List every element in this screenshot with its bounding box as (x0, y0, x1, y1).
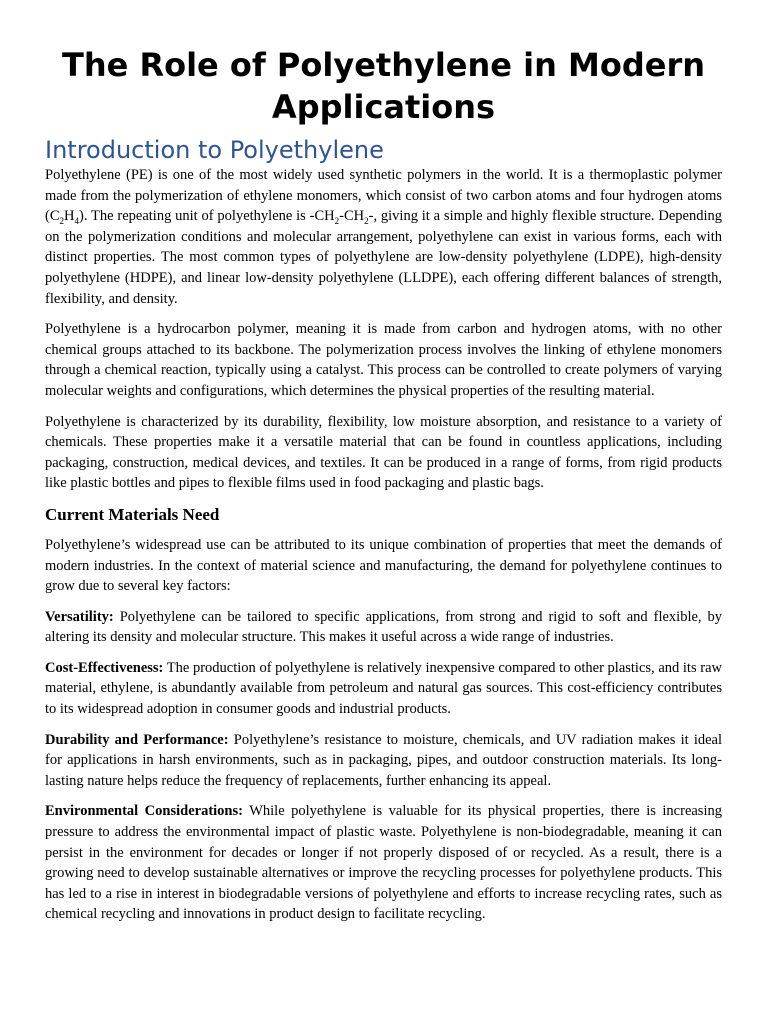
intro-paragraph-1 (45, 165, 722, 309)
intro-p1-text-c: ). The repeating unit of polyethylene is -CH (78, 208, 335, 225)
needs-item-text: The production of polyethylene is relatively inexpensive compared to other plastics, and its raw material, ethylene, is abundantly available from petroleum and natural gas sources. This cost-efficiency contributes to its widespread adoption in consumer goods and industrial products. (45, 659, 722, 718)
needs-item-label: Environmental Considerations: (45, 803, 243, 820)
subscript-2: 2 (334, 216, 340, 227)
subscript-4: 4 (74, 216, 79, 227)
subscript-2: 2 (364, 216, 369, 227)
intro-paragraph-3: Polyethylene is characterized by its durability, flexibility, low moisture absorption, and resistance to a variety of chemicals. These properties make it a versatile material that can be found in countless applications, including packaging, construction, medical devices, and textiles. It can be produced in a range of forms, from rigid products like plastic bottles and pipes to flexible films used in food packaging and plastic bags. (45, 413, 722, 492)
needs-item-label: Versatility: (45, 608, 114, 625)
subscript-2: 2 (59, 216, 64, 227)
intro-p1-text-e: -, giving it a simple and highly flexible structure. Depending on the polymerization conditions and molecular arrangement, polyethylene can exist in various forms, each with distinct properties. The most common types of polyethylene are low-density polyethylene (LDPE), high-density polyethylene (HDPE), and linear low-density polyethylene (LLDPE), each offering different balances of strength, flexibility, and density. (45, 208, 722, 307)
document-page (45, 44, 722, 935)
needs-item-label: Cost-Effectiveness: (45, 659, 164, 676)
needs-item-text: Polyethylene’s resistance to moisture, chemicals, and UV radiation makes it ideal for applications in harsh environments, such as in packaging, pipes, and outdoor construction materials. Its long-lasting nature helps reduce the frequency of replacements, further enhancing its appeal. (45, 731, 723, 789)
needs-item-environmental (45, 801, 722, 925)
needs-item-label: Durability and Performance: (45, 731, 229, 748)
intro-paragraph-2: Polyethylene is a hydrocarbon polymer, meaning it is made from carbon and hydrogen atoms, with no other chemical groups attached to its backbone. The polymerization process involves the linking of ethylene monomers through a chemical reaction, typically using a catalyst. This process can be controlled to create polymers of varying molecular weights and configurations, which determines the physical properties of the resulting material. (45, 321, 722, 399)
document-title: The Role of Polyethylene in Modern Applications (61, 46, 706, 126)
section-heading-introduction: Introduction to Polyethylene (45, 136, 384, 164)
section-heading-current-materials-need: Current Materials Need (45, 504, 220, 524)
intro-p1-text-d: -CH (339, 208, 365, 225)
needs-intro-paragraph: Polyethylene’s widespread use can be attributed to its unique combination of properties that meet the demands of modern industries. In the context of material science and manufacturing, the demand for polyethylene continues to grow due to several key factors: (45, 536, 722, 595)
intro-p1-text-b: H (64, 208, 75, 225)
needs-item-text: Polyethylene can be tailored to specific applications, from strong and rigid to soft and flexible, by altering its density and molecular structure. This makes it useful across a wide range of industries. (45, 608, 722, 646)
intro-p1-text-a: Polyethylene (PE) is one of the most widely used synthetic polymers in the world. It is a thermoplastic polymer made from the polymerization of ethylene monomers, which consist of two carbon atoms and four hydrogen atoms (C (45, 167, 722, 225)
needs-item-durability (45, 730, 722, 792)
needs-item-cost-effectiveness (45, 658, 722, 720)
needs-item-versatility (45, 607, 722, 648)
needs-item-text: While polyethylene is valuable for its physical properties, there is increasing pressure to address the environmental impact of plastic waste. Polyethylene is non-biodegradable, meaning it can persist in the environment for decades or longer if not properly disposed of or recycled. As a result, there is a growing need to develop sustainable alternatives or improve the recycling processes for polyethylene products. This has led to a rise in interest in biodegradable versions of polyethylene and efforts to increase recycling rates, such as chemical recycling and innovations in product design to facilitate recycling. (45, 803, 722, 923)
